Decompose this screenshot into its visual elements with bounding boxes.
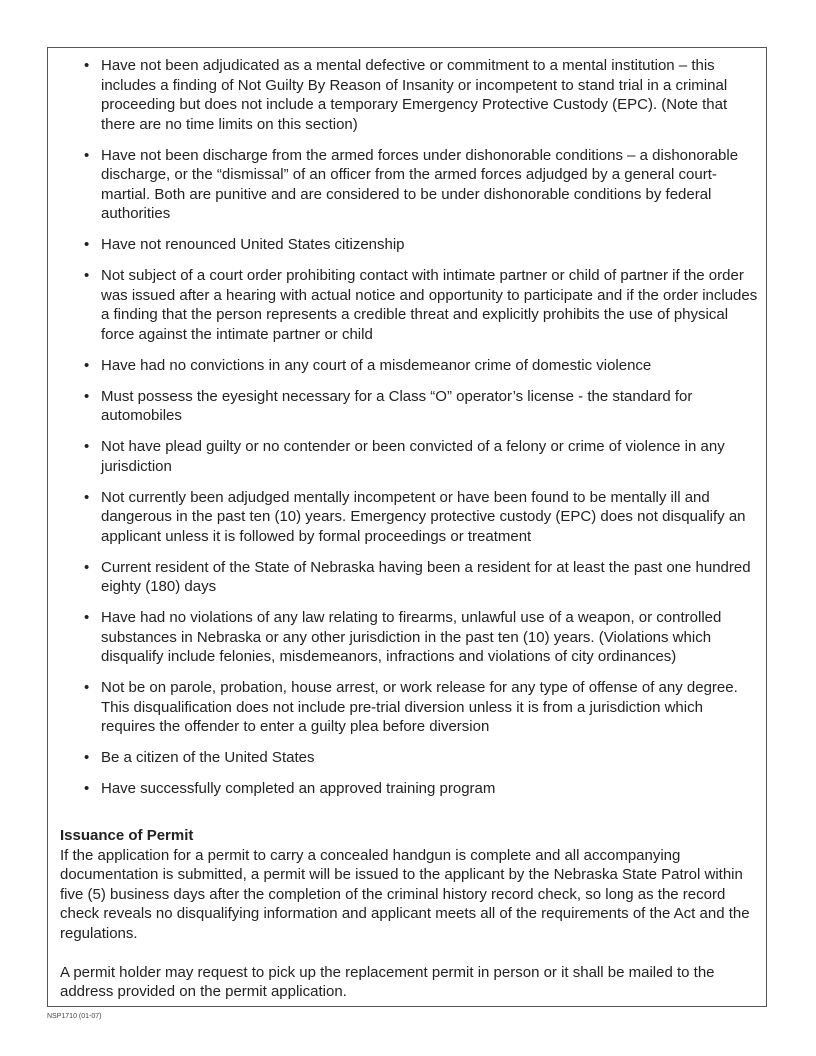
list-item xyxy=(48,356,768,376)
criteria-text: Have had no convictions in any court of a misdemeanor crime of domestic violence xyxy=(101,356,652,374)
list-item xyxy=(48,678,768,737)
bullet-icon: • xyxy=(84,488,90,506)
list-item xyxy=(48,558,768,597)
issuance-section xyxy=(60,826,760,1002)
criteria-text: Be a citizen of the United States xyxy=(101,749,315,766)
criteria-text: Have not renounced United States citizenship xyxy=(101,236,405,253)
list-item xyxy=(48,235,768,255)
page-frame xyxy=(47,47,767,1007)
bullet-icon: • xyxy=(84,438,90,455)
criteria-text: Not be on parole, probation, house arrest, or work release for any type of offense of any degree. This disqualification does not include pre-trial diversion unless it is from a jurisdiction which requires the offender to enter a guilty plea before diversion xyxy=(101,679,738,735)
section-heading: Issuance of Permit xyxy=(60,827,194,844)
list-item xyxy=(48,146,768,224)
criteria-text: Have not been adjudicated as a mental defective or commitment to a mental institution – this includes a finding of Not Guilty By Reason of Insanity or incompetent to stand trial in a criminal proceeding but does not include a temporary Emergency Protective Custody (EPC). (Note that there are no time limits on this section) xyxy=(101,57,728,133)
bullet-icon: • xyxy=(84,749,90,766)
bullet-icon: • xyxy=(84,558,90,576)
bullet-icon: • xyxy=(84,679,90,696)
bullet-icon: • xyxy=(84,236,90,253)
criteria-text: Not have plead guilty or no contender or been convicted of a felony or crime of violence in any jurisdiction xyxy=(101,438,725,475)
eligibility-criteria-list xyxy=(48,56,768,810)
list-item xyxy=(48,387,768,426)
bullet-icon: • xyxy=(84,146,90,164)
replacement-permit-paragraph: A permit holder may request to pick up the replacement permit in person or it shall be mailed to the address provided on the permit application. xyxy=(60,963,715,1000)
criteria-text: Have successfully completed an approved training program xyxy=(101,780,496,797)
criteria-text: Must possess the eyesight necessary for a Class “O” operator’s license - the standard for automobiles xyxy=(101,387,693,424)
bullet-icon: • xyxy=(84,780,90,797)
list-item xyxy=(48,437,768,476)
form-number: NSP1710 (01-07) xyxy=(47,1013,102,1020)
bullet-icon: • xyxy=(84,57,90,74)
bullet-icon: • xyxy=(84,267,90,284)
bullet-icon: • xyxy=(84,387,90,405)
list-item xyxy=(48,266,768,344)
criteria-text: Not currently been adjudged mentally incompetent or have been found to be mentally ill and dangerous in the past ten (10) years. Emergency protective custody (EPC) does not disqualify an applicant unless it is followed by formal proceedings or treatment xyxy=(101,488,746,545)
issuance-paragraph: If the application for a permit to carry a concealed handgun is complete and all accompanying documentation is submitted, a permit will be issued to the applicant by the Nebraska State Patrol within five (5) business days after the completion of the criminal history record check, so long as the record check reveals no disqualifying information and applicant meets all of the requirements of the Act and the regulations. xyxy=(60,846,750,942)
criteria-text: Have had no violations of any law relating to firearms, unlawful use of a weapon, or controlled substances in Nebraska or any other jurisdiction in the past ten (10) years. (Violations which disqualify include felonies, misdemeanors, infractions and violations of city ordinances) xyxy=(101,609,722,665)
list-item xyxy=(48,779,768,799)
criteria-text: Have not been discharge from the armed forces under dishonorable conditions – a dishonorable discharge, or the “dismissal” of an officer from the armed forces adjudged by a general court-martial. Both are punitive and are considered to be under dishonorable conditions by federal authorities xyxy=(101,146,739,222)
list-item xyxy=(48,488,768,547)
list-item xyxy=(48,748,768,768)
bullet-icon: • xyxy=(84,609,90,626)
criteria-text: Not subject of a court order prohibiting contact with intimate partner or child of partner if the order was issued after a hearing with actual notice and opportunity to participate and if the order includes a finding that the person represents a credible threat and explicitly prohibits the use of physical force against the intimate partner or child xyxy=(101,267,758,343)
criteria-text: Current resident of the State of Nebraska having been a resident for at least the past one hundred eighty (180) days xyxy=(101,558,751,595)
bullet-icon: • xyxy=(84,356,90,374)
list-item xyxy=(48,56,768,134)
list-item xyxy=(48,608,768,667)
